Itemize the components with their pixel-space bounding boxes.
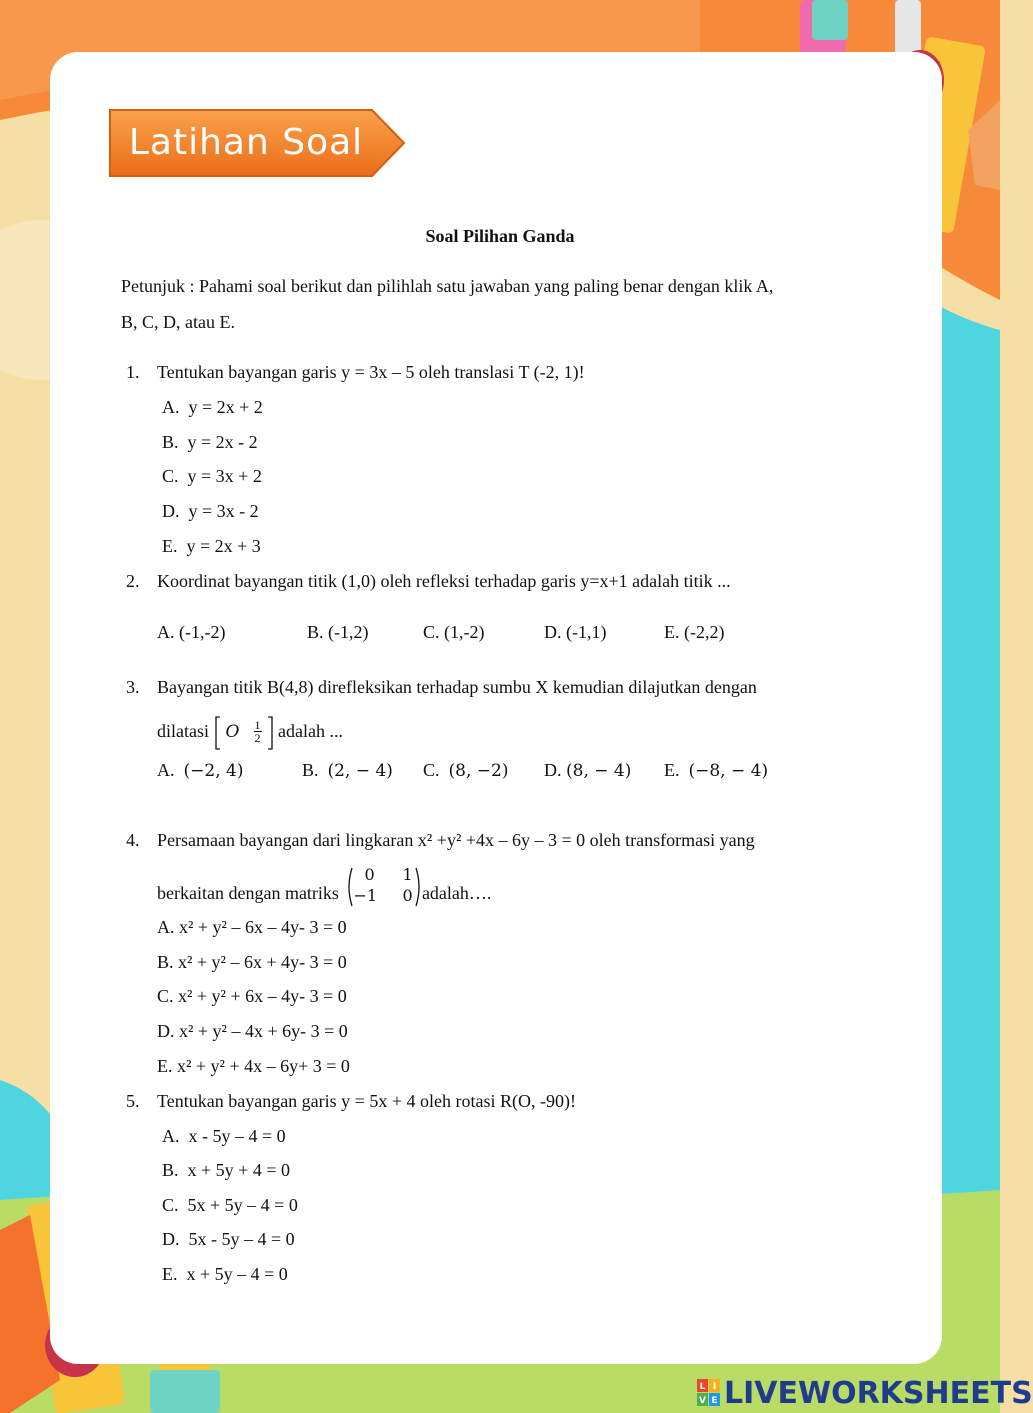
svg-text:E: E xyxy=(711,1396,718,1406)
q4-option-a[interactable]: A. x² + y² – 6x – 4y- 3 = 0 xyxy=(157,917,347,937)
liveworksheets-logo-icon xyxy=(697,1379,721,1407)
q5-option-e[interactable]: E. x + 5y – 4 = 0 xyxy=(162,1264,288,1284)
q2-option-b[interactable]: B. (-1,2) xyxy=(307,622,369,642)
section-title: Soal Pilihan Ganda xyxy=(425,226,575,246)
q2-option-e[interactable]: E. (-2,2) xyxy=(664,622,725,642)
question-number: 2. xyxy=(126,571,140,591)
q3-option-c[interactable]: C. (8, −2) xyxy=(423,760,509,781)
question-4-text: Persamaan bayangan dari lingkaran x² +y² +4x – 6y – 3 = 0 oleh transformasi yang xyxy=(157,830,755,850)
transformation-matrix: 0 1 −1 0 xyxy=(345,866,423,908)
question-number: 1. xyxy=(126,362,140,382)
q1-option-a[interactable]: A. y = 2x + 2 xyxy=(162,397,263,417)
q4-option-e[interactable]: E. x² + y² + 4x – 6y+ 3 = 0 xyxy=(157,1056,350,1076)
q3-option-d[interactable]: D. (8, − 4) xyxy=(544,760,632,781)
q4-option-c[interactable]: C. x² + y² + 6x – 4y- 3 = 0 xyxy=(157,986,347,1006)
q1-option-e[interactable]: E. y = 2x + 3 xyxy=(162,536,261,556)
question-5-text: Tentukan bayangan garis y = 5x + 4 oleh rotasi R(O, -90)! xyxy=(157,1091,576,1111)
q5-option-d[interactable]: D. 5x - 5y – 4 = 0 xyxy=(162,1229,295,1249)
instructions-line-2: B, C, D, atau E. xyxy=(121,312,235,332)
q1-option-d[interactable]: D. y = 3x - 2 xyxy=(162,501,259,521)
instructions-line-1: Petunjuk : Pahami soal berikut dan pilihlah satu jawaban yang paling benar dengan klik A, xyxy=(121,276,774,296)
q3-option-e[interactable]: E. (−8, − 4) xyxy=(664,760,769,781)
question-number: 5. xyxy=(126,1091,140,1111)
q2-option-d[interactable]: D. (-1,1) xyxy=(544,622,607,642)
question-number: 4. xyxy=(126,830,140,850)
q1-option-c[interactable]: C. y = 3x + 2 xyxy=(162,466,262,486)
dilation-matrix: O $\frac{1}{2}$ xyxy=(214,716,274,750)
q4-option-b[interactable]: B. x² + y² – 6x + 4y- 3 = 0 xyxy=(157,952,347,972)
q2-option-c[interactable]: C. (1,-2) xyxy=(423,622,485,642)
q3-option-b[interactable]: B. (2, − 4) xyxy=(302,760,393,781)
q4-option-d[interactable]: D. x² + y² – 4x + 6y- 3 = 0 xyxy=(157,1021,348,1041)
q5-option-a[interactable]: A. x - 5y – 4 = 0 xyxy=(162,1126,286,1146)
q3-option-a[interactable]: A. (−2, 4) xyxy=(157,760,244,781)
q5-option-c[interactable]: C. 5x + 5y – 4 = 0 xyxy=(162,1195,298,1215)
question-1-text: Tentukan bayangan garis y = 3x – 5 oleh translasi T (-2, 1)! xyxy=(157,362,585,382)
question-2-text: Koordinat bayangan titik (1,0) oleh refleksi terhadap garis y=x+1 adalah titik ... xyxy=(157,571,731,591)
question-3-text: Bayangan titik B(4,8) direfleksikan terhadap sumbu X kemudian dilajutkan dengan xyxy=(157,677,757,697)
question-number: 3. xyxy=(126,677,140,697)
q1-option-b[interactable]: B. y = 2x - 2 xyxy=(162,432,258,452)
svg-text:L: L xyxy=(699,1382,706,1392)
question-4-line-2: berkaitan dengan matriks 0 1 −1 0 adalah…. xyxy=(157,866,491,910)
liveworksheets-watermark[interactable]: LIVEWORKSHEETS xyxy=(724,1376,1033,1411)
q5-option-b[interactable]: B. x + 5y + 4 = 0 xyxy=(162,1160,290,1180)
question-3-line-2: dilatasi O $\frac{1}{2}$ adalah ... xyxy=(157,716,343,750)
q2-option-a[interactable]: A. (-1,-2) xyxy=(157,622,226,642)
svg-text:V: V xyxy=(699,1396,706,1406)
banner-title: Latihan Soal xyxy=(128,122,364,163)
svg-text:I: I xyxy=(712,1382,717,1392)
